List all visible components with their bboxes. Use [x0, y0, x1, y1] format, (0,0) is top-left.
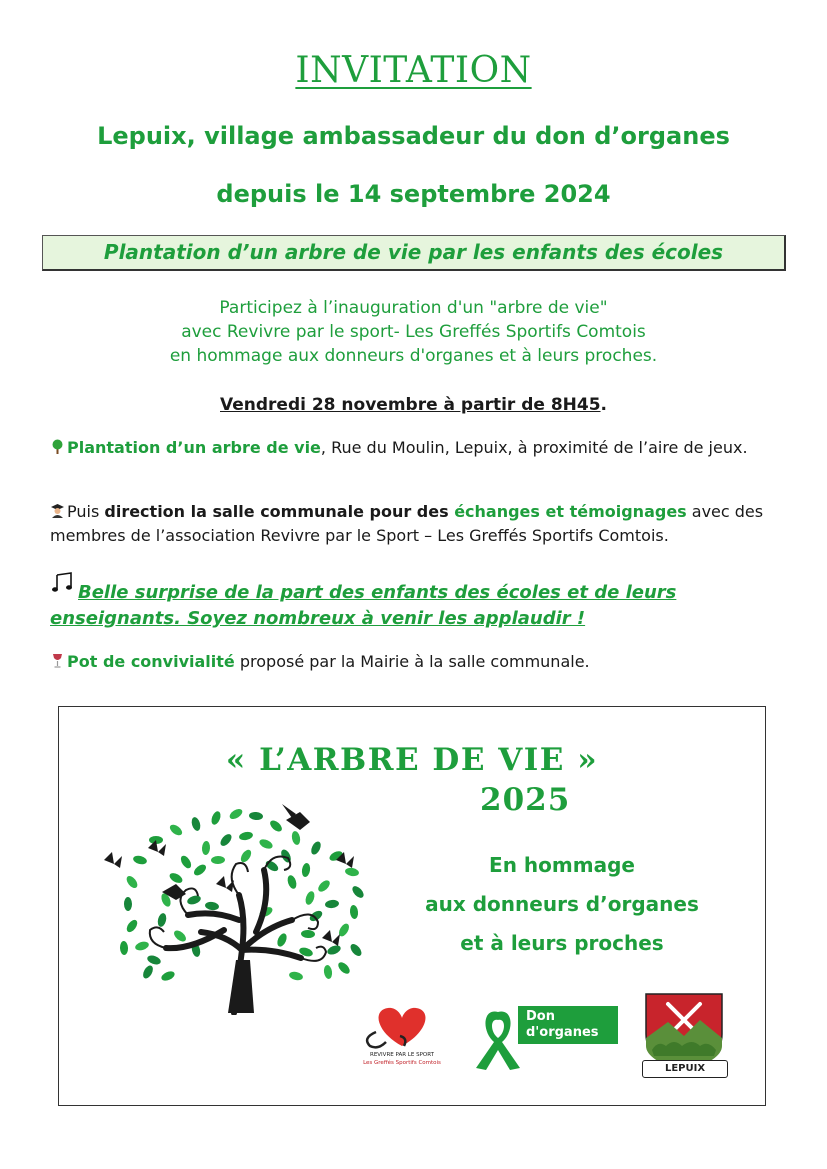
leaf: [336, 960, 352, 976]
intro-line: avec Revivre par le sport- Les Greffés Sportifs Comtois: [181, 322, 646, 342]
leaf: [268, 818, 284, 833]
leaf: [344, 867, 359, 877]
leaf: [288, 971, 303, 982]
subtitle-village: Lepuix, village ambassadeur du don d’organes: [97, 122, 730, 150]
intro-line: en hommage aux donneurs d'organes et à leurs proches.: [169, 346, 658, 366]
leaf: [349, 905, 358, 920]
plantation-item: Plantation d’un arbre de vie, Rue du Moulin, Lepuix, à proximité de l’aire de jeux.: [50, 436, 765, 460]
leaf: [326, 944, 342, 957]
don-organes-label: Don d'organes: [518, 1006, 618, 1044]
leaf: [205, 901, 220, 911]
leaf: [179, 854, 193, 870]
event-date: Vendredi 28 novembre à partir de 8H45.: [220, 395, 608, 415]
invitation-title: INVITATION: [295, 50, 532, 91]
dedication-line: et à leurs proches: [460, 931, 664, 955]
leaf: [238, 831, 253, 842]
leaf: [192, 862, 208, 877]
poster-year: 2025: [480, 782, 571, 818]
leaf: [172, 928, 188, 943]
graduate-icon: [50, 501, 65, 516]
leaf: [211, 856, 225, 864]
don-organes-logo: [468, 1002, 620, 1072]
tree-icon: [50, 437, 65, 452]
pot-item: Pot de convivialité proposé par la Mairie à la salle communale.: [50, 650, 765, 674]
leaf: [304, 890, 316, 906]
leaf: [124, 897, 132, 911]
leaf: [134, 940, 150, 952]
dedication-line: En hommage: [489, 853, 635, 877]
leaf: [258, 837, 274, 850]
leaf: [141, 964, 155, 980]
leaf: [350, 884, 365, 900]
poster-dedication: [380, 846, 744, 963]
leaf: [186, 894, 202, 906]
leaf: [168, 823, 184, 838]
leaf: [168, 871, 184, 885]
leaf: [239, 848, 253, 864]
leaf: [160, 969, 176, 982]
tree-of-life-illustration: [96, 800, 386, 1019]
subtitle-date: depuis le 14 septembre 2024: [216, 180, 611, 208]
leaf: [348, 942, 363, 958]
lepuix-scroll: LEPUIX: [642, 1060, 728, 1078]
leaf: [120, 941, 129, 955]
lepuix-coat-of-arms: [638, 990, 730, 1086]
leaf: [316, 878, 332, 893]
poster-title: « L’ARBRE DE VIE »: [225, 742, 599, 778]
leaf: [125, 874, 140, 890]
event-date-text: Vendredi 28 novembre à partir de 8H45: [220, 395, 601, 415]
plantation-banner: Plantation d’un arbre de vie par les enfants des écoles: [42, 235, 786, 271]
leaf: [291, 830, 302, 845]
dedication-line: aux donneurs d’organes: [425, 892, 699, 916]
salle-item: Puis direction la salle communale pour des échanges et témoignages avec des membres de l’association Revivre par le Sport – Les Greffés Sportifs Comtois.: [50, 502, 764, 545]
leaf: [301, 862, 311, 877]
leaf: [325, 899, 340, 909]
leaf: [156, 912, 167, 928]
leaf: [301, 930, 315, 939]
revivre-logo: REVIVRE PAR LE SPORT Les Greffés Sportifs Comtois: [356, 1002, 448, 1072]
leaf: [146, 954, 162, 966]
intro-line: Participez à l’inauguration d'un "arbre de vie": [219, 298, 608, 318]
leaf: [275, 932, 288, 948]
leaf: [249, 811, 264, 820]
leaf: [125, 918, 140, 934]
leaf: [308, 909, 324, 923]
leaf: [202, 841, 211, 856]
leaf: [210, 810, 222, 826]
leaf: [323, 965, 333, 980]
leaf: [190, 816, 202, 832]
intro-text: [0, 296, 827, 368]
leaf: [309, 840, 322, 856]
leaf: [228, 807, 244, 821]
leaf: [286, 874, 298, 890]
leaf: [132, 854, 148, 865]
surprise-text: Belle surprise de la part des enfants des écoles et de leurs enseignants. Soyez nombreux à venir les applaudir !: [50, 582, 677, 629]
wine-glass-icon: [50, 651, 65, 666]
leaf: [218, 832, 233, 848]
